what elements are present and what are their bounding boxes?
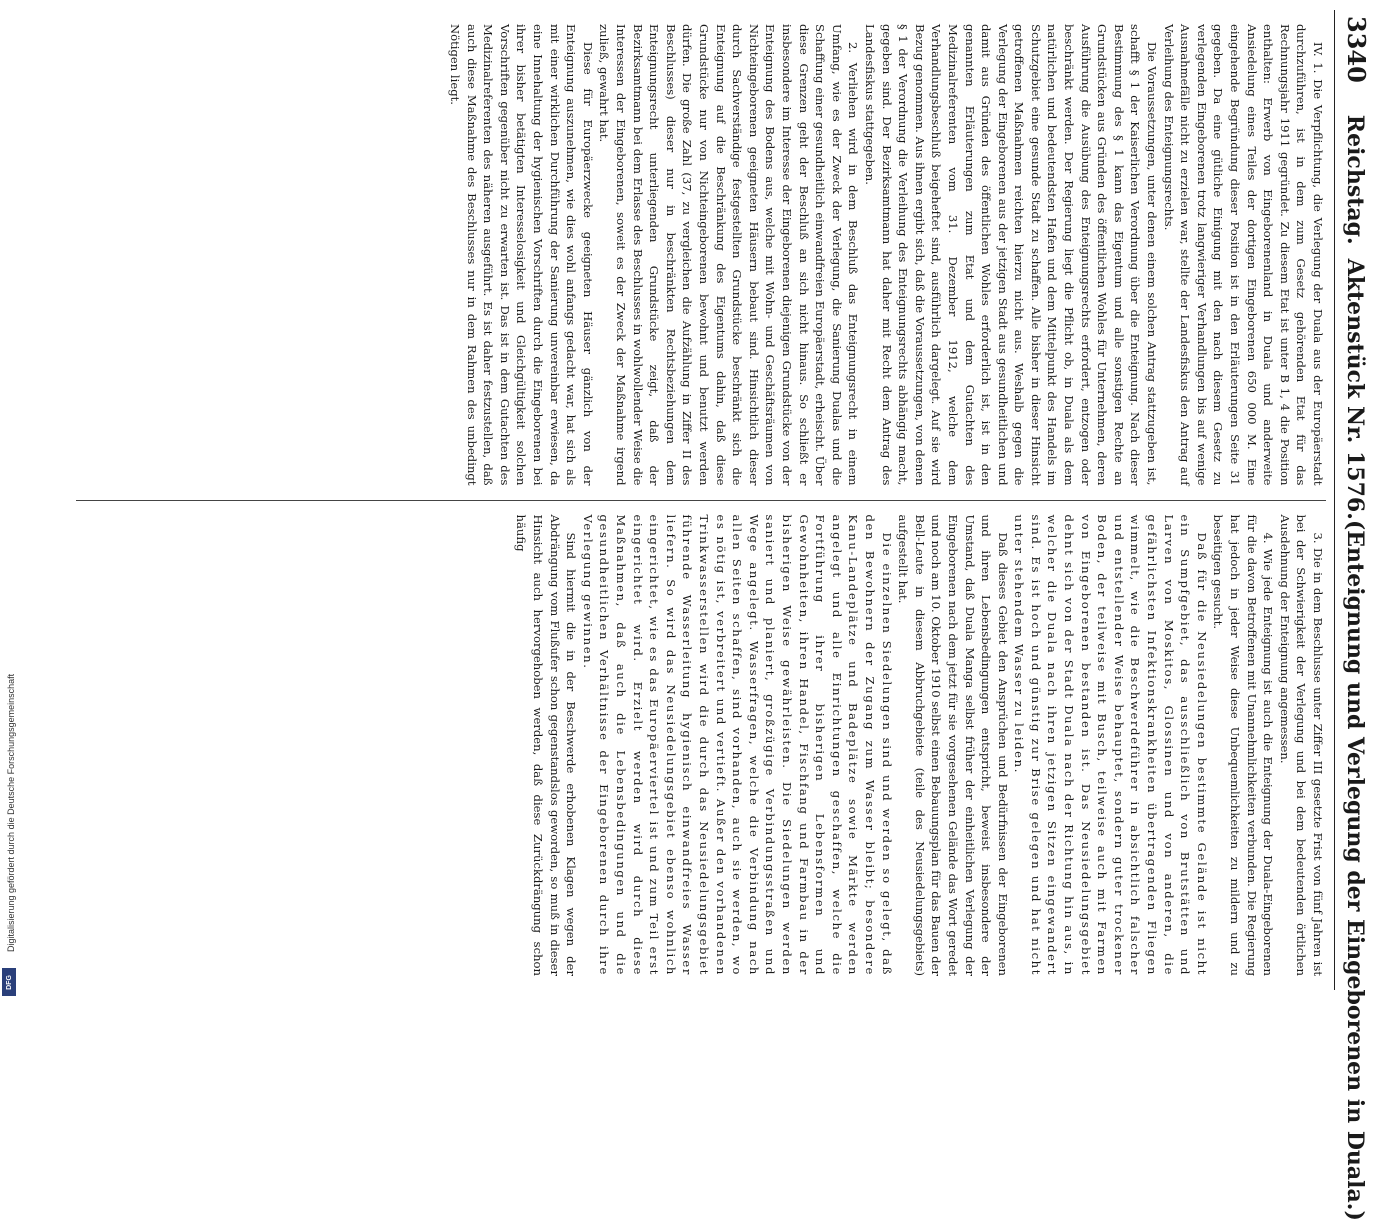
column-right <box>76 500 1326 991</box>
paragraph: Die Voraussetzungen, unter denen einem solchen Antrag stattzugeben ist, schafft § 1 der Kaiserlichen Verordnung über die Enteignung. Nach dieser Bestimmung des § 1 kann das Eigentum und alle sonstigen Rechte an Grundstücken aus Gründen des öffentlichen Wohles für Unternehmen, deren Ausführung die Ausübung des Enteignungsrechts erfordert, entzogen oder beschränkt werden. Der Regierung liegt die Pflicht ob, in Duala als dem natürlichen und bedeutendsten Hafen und dem Mittelpunkt des Handels im Schutzgebiet eine gesunde Stadt zu schaffen. Alle bisher in dieser Hinsicht getroffenen Maßnahmen reichten hierzu nicht aus. Weshalb gegen die Verlegung der Eingeborenen aus der jetzigen Stadt aus gesundheitlichen und damit aus Gründen des öffentlichen Wohles erforderlich ist, ist in den genannten Erläuterungen zum Etat und dem Gutachten des Medizinalreferenten vom 31. Dezember 1912, welche dem Verhandlungsbeschluß beigeheftet sind, ausführlich dargelegt. Auf sie wird Bezug genommen. Aus ihnen ergibt sich, daß die Voraussetzungen, von denen § 1 der Verordnung die Verleihung des Enteignungsrechts abhängig macht, gegeben sind. Der Bezirksamtmann hat daher mit Recht dem Antrag des Landesfiskus stattgegeben. <box>862 24 1160 486</box>
paragraph: IV. 1. Die Verpflichtung, die Verlegung der Duala aus der Europäerstadt durchzuführen, ist in dem zum Gesetz gehörenden Etat für das Rechnungsjahr 1911 gegründet. Zu diesem Etat ist unter B 1, 4 die Position enthalten: Erwerb von Eingeborenenland in Duala und anderweite Ansiedelung eines Teiles der dortigen Eingeborenen 650 000 M. Eine eingehende Begründung dieser Position ist in den Erläuterungen Seite 31 gegeben. Da eine gütliche Einigung mit den nach diesem Gesetz zu verlegenden Eingeborenen trotz langwieriger Verhandlungen bis auf wenige Ausnahmefälle nicht zu erzielen war, stellte der Landesfiskus den Antrag auf Verleihung des Enteignungsrechts. <box>1161 24 1325 486</box>
paragraph: Daß für die Neusiedelungen bestimmte Gelände ist nicht ein Sumpfgebiet, das ausschließlich von Brutstätten und Larven von Moskitos, Glossinen und von anderen, die gefährlichsten Infektionskrankheiten übertragenden Fliegen wimmelt, wie die Beschwerdeführer in absichtlich falscher und entstellender Weise behauptet, sondern guter trockener Boden, der teilweise mit Busch, teilweise auch mit Farmen von Eingeborenen bestanden ist. Das Neusiedelungsgebiet dehnt sich von der Stadt Duala nach der Richtung hin aus, in welcher die Duala nach ihren jetzigen Sitzen eingewandert sind. Es ist hoch und günstig zur Brise gelegen und hat nicht unter stehendem Wasser zu leiden. <box>1012 514 1209 976</box>
paragraph: Die einzelnen Siedelungen sind und werden so gelegt, daß den Bewohnern der Zugang zum Wasser bleibt; besondere Kanu-Landeplätze und Badeplätze sowie Märkte werden angelegt und alle Einrichtungen geschaffen, welche die Fortführung ihrer bisherigen Lebensformen und Gewohnheiten, ihren Handel, Fischfang und Farmbau in der bisherigen Weise gewährleisten. Die Siedelungen werden saniert und planiert, großzügige Verbindungsstraßen und Wege angelegt. Wasserfragen, welche die Verbindung nach allen Seiten schaffen, sind vorhanden, auch sie werden, wo es nötig ist, verbreitert und vertieft. Außer den vorhandenen Trinkwasserstellen wird die durch das Neusiedelungsgebiet führende Wasserleitung hygienisch einwandfreies Wasser liefern. So wird das Neusiedelungsgebiet ebenso wohnlich eingerichtet, wie es das Europäerviertel ist und zum Teil erst eingerichtet wird. Erzielt werden wird durch diese Maßnahmen, daß auch die Lebensbedingungen und die gesundheitlichen Verhältnisse der Eingeborenen durch ihre Verlegung gewinnen. <box>580 514 894 976</box>
document-page <box>63 0 1383 1221</box>
section-title: Reichstag. <box>1342 114 1368 245</box>
document-title: (Enteignung und Verlegung der Eingeborenen in Duala.) <box>1342 519 1368 1221</box>
text-columns <box>76 10 1326 990</box>
paragraph: 4. Wie jede Enteignung ist auch die Enteignung der Duala-Eingeborenen für die davon Betroffenen mit Unannehmlichkeiten verbunden. Die Regierung hat jedoch in jeder Weise diese Unbequemlichkeiten zu mildern und zu beseitigen gesucht. <box>1211 514 1276 976</box>
document-number: Aktenstück Nr. 1576. <box>1342 258 1368 520</box>
digitization-credit <box>4 2 18 992</box>
paragraph: Sind hiermit die in der Beschwerde erhobenen Klagen wegen der Abdrängung vom Flußufer schon gegenstandslos geworden, so muß in dieser Hinsicht auch hervorgehoben werden, daß diese Zurückdrängung schon häufig <box>514 514 579 976</box>
page-header <box>1334 10 1371 1221</box>
paragraph: Diese für Europäerzwecke geeigneten Häuser gänzlich von der Enteignung auszunehmen, wie dies wohl anfangs gedacht war, hat sich als mit einer wirklichen Durchführung der Sanierung unvereinbar erwiesen, da eine Innehaltung der hygienischen Vorschriften durch die Eingeborenen bei ihrer bisher betätigten Interesselosigkeit und Gleichgültigkeit solchen Vorschriften gegenüber nicht zu erwarten ist. Das ist in dem Gutachten des Medizinalreferenten des näheren ausgeführt. Es ist daher festzustellen, daß auch diese Maßnahme des Beschlusses nur in dem Rahmen des unbedingt Nötigen liegt. <box>448 24 595 486</box>
paragraph: 2. Verliehen wird in dem Beschluß das Enteignungsrecht in einem Umfang, wie es der Zweck der Verlegung, die Sanierung Dualas und die Schaffung einer gesundheitlich einwandfreien Europäerstadt, erheischt. Über diese Grenzen geht der Beschluß an sich nicht hinaus. So schließt er insbesondere im Interesse der Eingeborenen diejenigen Grundstücke von der Enteignung des Bodens aus, welche mit Wohn- und Geschäftsräumen von Nichteingeborenen geeigneten Häusern bebaut sind. Hinsichtlich dieser durch Sachverständige festgestellten Grundstücke beschränkt sich die Enteignung auf die Beschränkung des Eigentums dahin, daß diese Grundstücke nur von Nichteingeborenen bewohnt und benutzt werden dürfen. Die große Zahl (37, zu vergleichen die Aufzählung in Ziffer II des Beschlusses) dieser nur in beschränkten Rechtsbeziehungen dem Enteignungsrecht unterliegenden Grundstücke zeigt, daß der Bezirksamtmann bei dem Erlasse des Beschlusses in wohlwollender Weise die Interessen der Eingeborenen, soweit es der Zweck der Maßnahme irgend zuließ, gewahrt hat. <box>597 24 861 486</box>
credit-text: Digitalisierung gefördert durch die Deutsche Forschungsgemeinschaft <box>6 673 16 952</box>
paragraph: Daß dieses Gebiet den Ansprüchen und Bedürfnissen der Eingeborenen und ihren Lebensbedingungen entspricht, beweist insbesondere der Umstand, daß Duala Manga selbst früher der einheitlichen Verlegung der Eingeborenen nach dem jetzt für sie vorgesehenen Gelände das Wort geredet und noch am 10. Oktober 1910 selbst einen Bebauungsplan für das Bauen der Bell-Leute in diesem Abbruchgebiete (teile des Neusiedelungsgebiets) aufgestellt hat. <box>896 514 1010 976</box>
page-number: 3340 <box>1342 16 1371 83</box>
column-left <box>76 10 1326 500</box>
paragraph: 3. Die in dem Beschlusse unter Ziffer III gesetzte Frist von fünf Jahren ist bei der Schwierigkeit der Verlegung und bei dem bedeutenden örtlichen Ausdehnung der Enteignung angemessen. <box>1277 514 1325 976</box>
dfg-logo: DFG <box>2 968 16 996</box>
